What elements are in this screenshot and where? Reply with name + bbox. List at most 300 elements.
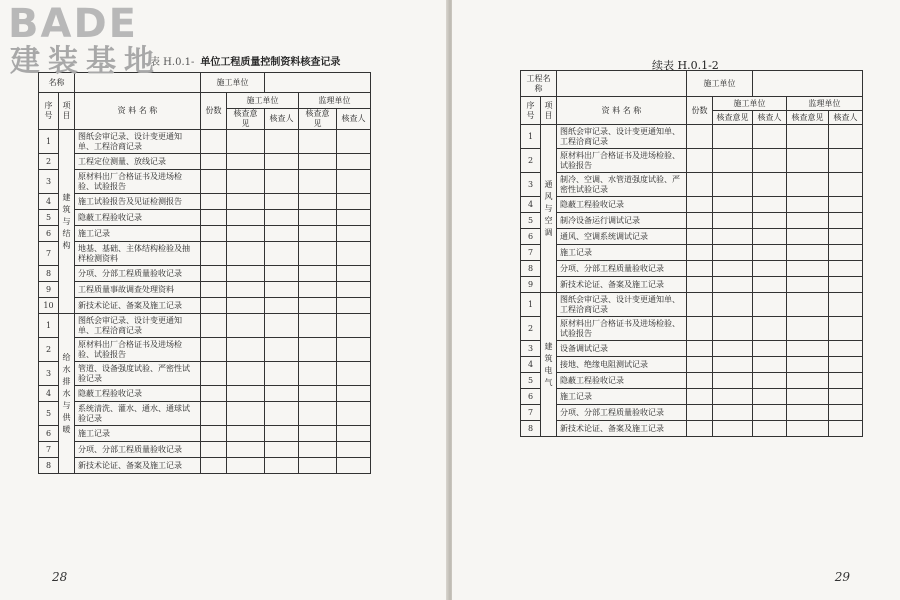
contractor-checker-cell[interactable] bbox=[265, 194, 299, 210]
document-name: 新技术论证、备案及施工记录 bbox=[75, 298, 201, 314]
contractor-checker-cell[interactable] bbox=[753, 197, 787, 213]
supervisor-checker-cell[interactable] bbox=[337, 386, 371, 402]
table-row bbox=[39, 226, 371, 242]
table-row bbox=[39, 442, 371, 458]
supervisor-checker-cell[interactable] bbox=[337, 210, 371, 226]
table-row bbox=[521, 149, 863, 173]
copies-cell[interactable] bbox=[687, 421, 713, 437]
supervisor-checker-cell[interactable] bbox=[337, 130, 371, 154]
contractor-opinion-cell[interactable] bbox=[713, 173, 753, 197]
row-number: 6 bbox=[521, 229, 541, 245]
header-item: 项目 bbox=[59, 93, 75, 130]
table-caption-prefix: 表 H.0.1- bbox=[150, 57, 195, 68]
contractor-checker-cell[interactable] bbox=[753, 341, 787, 357]
row-number: 1 bbox=[39, 130, 59, 154]
group-label-text: 建筑电气 bbox=[544, 341, 553, 387]
document-name: 制冷设备运行调试记录 bbox=[557, 213, 687, 229]
document-name: 原材料出厂合格证书及进场检验、试验报告 bbox=[75, 338, 201, 362]
contractor-checker-cell[interactable] bbox=[753, 229, 787, 245]
row-number: 6 bbox=[39, 226, 59, 242]
document-name: 隐蔽工程验收记录 bbox=[557, 197, 687, 213]
supervisor-opinion-cell[interactable] bbox=[299, 226, 337, 242]
supervisor-checker-cell[interactable] bbox=[829, 341, 863, 357]
table-body-right bbox=[521, 71, 863, 437]
supervisor-checker-cell[interactable] bbox=[829, 229, 863, 245]
supervisor-checker-cell[interactable] bbox=[337, 194, 371, 210]
row-number: 1 bbox=[521, 125, 541, 149]
group-label bbox=[541, 125, 557, 293]
copies-cell[interactable] bbox=[687, 357, 713, 373]
row-number: 4 bbox=[39, 386, 59, 402]
contractor-opinion-cell[interactable] bbox=[713, 405, 753, 421]
quality-control-table-right bbox=[520, 70, 863, 437]
header-name: 资 料 名 称 bbox=[557, 97, 687, 125]
document-name: 施工记录 bbox=[557, 389, 687, 405]
header-checker-supervisor: 核查人 bbox=[337, 109, 371, 130]
supervisor-checker-cell[interactable] bbox=[337, 442, 371, 458]
group-label-text: 通风与空调 bbox=[544, 179, 553, 237]
header-contractor: 施工单位 bbox=[227, 93, 299, 109]
row-number: 10 bbox=[39, 298, 59, 314]
document-name: 系统清洗、灌水、通水、通球试验记录 bbox=[75, 402, 201, 426]
copies-cell[interactable] bbox=[687, 317, 713, 341]
contractor-label: 施工单位 bbox=[201, 73, 265, 93]
row-number: 9 bbox=[521, 277, 541, 293]
row-number: 1 bbox=[39, 314, 59, 338]
contractor-opinion-cell[interactable] bbox=[713, 125, 753, 149]
supervisor-checker-cell[interactable] bbox=[337, 338, 371, 362]
copies-cell[interactable] bbox=[687, 277, 713, 293]
header-copies: 份数 bbox=[201, 93, 227, 130]
row-number: 9 bbox=[39, 282, 59, 298]
header-supervisor: 监理单位 bbox=[787, 97, 863, 111]
contractor-checker-cell[interactable] bbox=[753, 125, 787, 149]
copies-cell[interactable] bbox=[201, 242, 227, 266]
supervisor-opinion-cell[interactable] bbox=[299, 458, 337, 474]
contractor-opinion-cell[interactable] bbox=[713, 197, 753, 213]
contractor-checker-cell[interactable] bbox=[753, 245, 787, 261]
group-label bbox=[59, 314, 75, 474]
contractor-opinion-cell[interactable] bbox=[227, 298, 265, 314]
table-row bbox=[521, 213, 863, 229]
supervisor-opinion-cell[interactable] bbox=[299, 386, 337, 402]
table-row bbox=[39, 426, 371, 442]
copies-cell[interactable] bbox=[201, 226, 227, 242]
copies-cell[interactable] bbox=[201, 210, 227, 226]
header-seq: 序号 bbox=[521, 97, 541, 125]
supervisor-checker-cell[interactable] bbox=[829, 149, 863, 173]
copies-cell[interactable] bbox=[201, 314, 227, 338]
contractor-checker-cell[interactable] bbox=[265, 130, 299, 154]
contractor-checker-cell[interactable] bbox=[265, 242, 299, 266]
contractor-opinion-cell[interactable] bbox=[227, 242, 265, 266]
row-number: 2 bbox=[39, 154, 59, 170]
supervisor-opinion-cell[interactable] bbox=[787, 405, 829, 421]
supervisor-checker-cell[interactable] bbox=[337, 266, 371, 282]
header-opinion: 核查意见 bbox=[227, 109, 265, 130]
copies-cell[interactable] bbox=[687, 261, 713, 277]
contractor-opinion-cell[interactable] bbox=[227, 458, 265, 474]
supervisor-checker-cell[interactable] bbox=[337, 282, 371, 298]
contractor-value bbox=[753, 71, 863, 97]
contractor-opinion-cell[interactable] bbox=[227, 266, 265, 282]
contractor-opinion-cell[interactable] bbox=[713, 245, 753, 261]
contractor-opinion-cell[interactable] bbox=[227, 338, 265, 362]
contractor-checker-cell[interactable] bbox=[753, 421, 787, 437]
header-seq: 序号 bbox=[39, 93, 59, 130]
header-supervisor: 监理单位 bbox=[299, 93, 371, 109]
document-name: 工程定位测量、放线记录 bbox=[75, 154, 201, 170]
contractor-checker-cell[interactable] bbox=[753, 277, 787, 293]
supervisor-opinion-cell[interactable] bbox=[299, 282, 337, 298]
copies-cell[interactable] bbox=[201, 170, 227, 194]
supervisor-checker-cell[interactable] bbox=[829, 373, 863, 389]
contractor-opinion-cell[interactable] bbox=[227, 426, 265, 442]
contractor-checker-cell[interactable] bbox=[753, 149, 787, 173]
document-name: 隐蔽工程验收记录 bbox=[75, 386, 201, 402]
row-number: 7 bbox=[521, 245, 541, 261]
table-row bbox=[521, 389, 863, 405]
row-number: 3 bbox=[521, 341, 541, 357]
supervisor-opinion-cell[interactable] bbox=[787, 125, 829, 149]
supervisor-opinion-cell[interactable] bbox=[787, 277, 829, 293]
copies-cell[interactable] bbox=[201, 298, 227, 314]
row-number: 5 bbox=[521, 213, 541, 229]
header-copies: 份数 bbox=[687, 97, 713, 125]
supervisor-checker-cell[interactable] bbox=[337, 242, 371, 266]
supervisor-opinion-cell[interactable] bbox=[787, 389, 829, 405]
contractor-opinion-cell[interactable] bbox=[713, 277, 753, 293]
document-name: 施工记录 bbox=[75, 426, 201, 442]
contractor-opinion-cell[interactable] bbox=[227, 442, 265, 458]
table-row bbox=[39, 154, 371, 170]
contractor-opinion-cell[interactable] bbox=[227, 282, 265, 298]
supervisor-checker-cell[interactable] bbox=[337, 170, 371, 194]
row-number: 5 bbox=[39, 210, 59, 226]
contractor-checker-cell[interactable] bbox=[265, 386, 299, 402]
table-row bbox=[39, 314, 371, 338]
document-name: 地基、基础、主体结构检验及抽样检测资料 bbox=[75, 242, 201, 266]
page-number: 29 bbox=[834, 570, 850, 584]
row-number: 4 bbox=[521, 197, 541, 213]
contractor-checker-cell[interactable] bbox=[753, 373, 787, 389]
supervisor-checker-cell[interactable] bbox=[829, 197, 863, 213]
table-row bbox=[39, 282, 371, 298]
document-name: 施工记录 bbox=[557, 245, 687, 261]
document-name: 分项、分部工程质量验收记录 bbox=[75, 442, 201, 458]
copies-cell[interactable] bbox=[201, 338, 227, 362]
group-label bbox=[59, 130, 75, 314]
supervisor-opinion-cell[interactable] bbox=[787, 245, 829, 261]
table-row bbox=[521, 245, 863, 261]
supervisor-checker-cell[interactable] bbox=[337, 154, 371, 170]
left-page bbox=[0, 0, 448, 600]
table-row bbox=[521, 341, 863, 357]
document-name: 隐蔽工程验收记录 bbox=[75, 210, 201, 226]
contractor-opinion-cell[interactable] bbox=[227, 170, 265, 194]
header-checker: 核查人 bbox=[265, 109, 299, 130]
contractor-checker-cell[interactable] bbox=[753, 317, 787, 341]
supervisor-opinion-cell[interactable] bbox=[299, 170, 337, 194]
supervisor-checker-cell[interactable] bbox=[829, 293, 863, 317]
supervisor-checker-cell[interactable] bbox=[829, 405, 863, 421]
table-row bbox=[39, 298, 371, 314]
contractor-checker-cell[interactable] bbox=[265, 402, 299, 426]
row-number: 3 bbox=[39, 170, 59, 194]
contractor-opinion-cell[interactable] bbox=[713, 229, 753, 245]
contractor-checker-cell[interactable] bbox=[265, 170, 299, 194]
row-number: 8 bbox=[521, 421, 541, 437]
table-row bbox=[521, 261, 863, 277]
supervisor-opinion-cell[interactable] bbox=[299, 210, 337, 226]
supervisor-opinion-cell[interactable] bbox=[299, 338, 337, 362]
copies-cell[interactable] bbox=[201, 266, 227, 282]
contractor-checker-cell[interactable] bbox=[265, 314, 299, 338]
supervisor-checker-cell[interactable] bbox=[337, 402, 371, 426]
supervisor-checker-cell[interactable] bbox=[829, 173, 863, 197]
right-page bbox=[452, 0, 900, 600]
supervisor-checker-cell[interactable] bbox=[337, 226, 371, 242]
contractor-opinion-cell[interactable] bbox=[713, 421, 753, 437]
contractor-checker-cell[interactable] bbox=[265, 362, 299, 386]
header-item: 项目 bbox=[541, 97, 557, 125]
table-row bbox=[521, 197, 863, 213]
copies-cell[interactable] bbox=[201, 402, 227, 426]
contractor-opinion-cell[interactable] bbox=[227, 362, 265, 386]
copies-cell[interactable] bbox=[687, 373, 713, 389]
supervisor-opinion-cell[interactable] bbox=[787, 149, 829, 173]
supervisor-checker-cell[interactable] bbox=[337, 362, 371, 386]
contractor-checker-cell[interactable] bbox=[753, 405, 787, 421]
document-name: 分项、分部工程质量验收记录 bbox=[75, 266, 201, 282]
document-name: 制冷、空调、水管道强度试验、严密性试验记录 bbox=[557, 173, 687, 197]
document-name: 新技术论证、备案及施工记录 bbox=[557, 277, 687, 293]
copies-cell[interactable] bbox=[687, 197, 713, 213]
header-name: 资 料 名 称 bbox=[75, 93, 201, 130]
contractor-opinion-cell[interactable] bbox=[227, 386, 265, 402]
document-name: 图纸会审记录、设计变更通知单、工程洽商记录 bbox=[557, 125, 687, 149]
contractor-checker-cell[interactable] bbox=[265, 210, 299, 226]
contractor-checker-cell[interactable] bbox=[265, 298, 299, 314]
supervisor-checker-cell[interactable] bbox=[829, 421, 863, 437]
table-row bbox=[39, 402, 371, 426]
contractor-checker-cell[interactable] bbox=[265, 154, 299, 170]
contractor-checker-cell[interactable] bbox=[265, 458, 299, 474]
supervisor-opinion-cell[interactable] bbox=[787, 173, 829, 197]
project-name-label: 名称 bbox=[39, 73, 75, 93]
row-number: 4 bbox=[521, 357, 541, 373]
copies-cell[interactable] bbox=[201, 458, 227, 474]
contractor-checker-cell[interactable] bbox=[265, 226, 299, 242]
row-number: 2 bbox=[521, 317, 541, 341]
supervisor-checker-cell[interactable] bbox=[337, 458, 371, 474]
page-number: 28 bbox=[52, 570, 68, 584]
copies-cell[interactable] bbox=[687, 293, 713, 317]
supervisor-checker-cell[interactable] bbox=[829, 317, 863, 341]
header-checker-supervisor: 核查人 bbox=[829, 111, 863, 125]
supervisor-checker-cell[interactable] bbox=[829, 261, 863, 277]
contractor-checker-cell[interactable] bbox=[753, 213, 787, 229]
row-number: 8 bbox=[39, 458, 59, 474]
contractor-opinion-cell[interactable] bbox=[713, 293, 753, 317]
supervisor-opinion-cell[interactable] bbox=[787, 341, 829, 357]
contractor-opinion-cell[interactable] bbox=[713, 261, 753, 277]
supervisor-opinion-cell[interactable] bbox=[787, 357, 829, 373]
table-row bbox=[39, 338, 371, 362]
header-opinion-supervisor: 核查意见 bbox=[787, 111, 829, 125]
copies-cell[interactable] bbox=[201, 154, 227, 170]
contractor-checker-cell[interactable] bbox=[753, 357, 787, 373]
row-number: 7 bbox=[521, 405, 541, 421]
document-name: 图纸会审记录、设计变更通知单、工程洽商记录 bbox=[75, 314, 201, 338]
supervisor-opinion-cell[interactable] bbox=[787, 229, 829, 245]
group-label bbox=[541, 293, 557, 437]
contractor-checker-cell[interactable] bbox=[753, 293, 787, 317]
contractor-checker-cell[interactable] bbox=[265, 266, 299, 282]
contractor-opinion-cell[interactable] bbox=[713, 317, 753, 341]
row-number: 3 bbox=[39, 362, 59, 386]
supervisor-opinion-cell[interactable] bbox=[787, 373, 829, 389]
supervisor-opinion-cell[interactable] bbox=[299, 402, 337, 426]
row-number: 6 bbox=[39, 426, 59, 442]
supervisor-opinion-cell[interactable] bbox=[787, 293, 829, 317]
supervisor-opinion-cell[interactable] bbox=[787, 197, 829, 213]
row-number: 2 bbox=[521, 149, 541, 173]
contractor-opinion-cell[interactable] bbox=[227, 130, 265, 154]
table-row bbox=[521, 173, 863, 197]
document-name: 图纸会审记录、设计变更通知单、工程洽商记录 bbox=[75, 130, 201, 154]
supervisor-checker-cell[interactable] bbox=[829, 357, 863, 373]
table-row bbox=[39, 266, 371, 282]
document-name: 施工记录 bbox=[75, 226, 201, 242]
contractor-label: 施工单位 bbox=[687, 71, 753, 97]
document-name: 接地、绝缘电阻测试记录 bbox=[557, 357, 687, 373]
copies-cell[interactable] bbox=[687, 229, 713, 245]
contractor-opinion-cell[interactable] bbox=[713, 149, 753, 173]
supervisor-opinion-cell[interactable] bbox=[299, 242, 337, 266]
supervisor-opinion-cell[interactable] bbox=[299, 362, 337, 386]
logo-text-cn: 建装基地 bbox=[10, 44, 162, 79]
copies-cell[interactable] bbox=[687, 389, 713, 405]
supervisor-opinion-cell[interactable] bbox=[299, 298, 337, 314]
document-name: 通风、空调系统调试记录 bbox=[557, 229, 687, 245]
copies-cell[interactable] bbox=[201, 362, 227, 386]
supervisor-opinion-cell[interactable] bbox=[787, 213, 829, 229]
supervisor-opinion-cell[interactable] bbox=[299, 426, 337, 442]
table-row bbox=[521, 229, 863, 245]
copies-cell[interactable] bbox=[201, 386, 227, 402]
copies-cell[interactable] bbox=[687, 405, 713, 421]
copies-cell[interactable] bbox=[201, 130, 227, 154]
document-name: 工程质量事故调查处理资料 bbox=[75, 282, 201, 298]
contractor-checker-cell[interactable] bbox=[265, 338, 299, 362]
contractor-opinion-cell[interactable] bbox=[713, 213, 753, 229]
contractor-opinion-cell[interactable] bbox=[713, 373, 753, 389]
table-row bbox=[39, 130, 371, 154]
supervisor-opinion-cell[interactable] bbox=[299, 194, 337, 210]
supervisor-opinion-cell[interactable] bbox=[299, 266, 337, 282]
contractor-opinion-cell[interactable] bbox=[713, 341, 753, 357]
table-caption-title: 单位工程质量控制资料核查记录 bbox=[200, 57, 341, 68]
table-row bbox=[39, 386, 371, 402]
table-caption bbox=[150, 53, 340, 68]
row-number: 7 bbox=[39, 442, 59, 458]
supervisor-opinion-cell[interactable] bbox=[787, 261, 829, 277]
table-row bbox=[521, 373, 863, 389]
supervisor-checker-cell[interactable] bbox=[337, 298, 371, 314]
supervisor-opinion-cell[interactable] bbox=[787, 421, 829, 437]
supervisor-checker-cell[interactable] bbox=[829, 389, 863, 405]
document-name: 图纸会审记录、设计变更通知单、工程洽商记录 bbox=[557, 293, 687, 317]
contractor-checker-cell[interactable] bbox=[265, 442, 299, 458]
supervisor-checker-cell[interactable] bbox=[829, 277, 863, 293]
copies-cell[interactable] bbox=[687, 173, 713, 197]
copies-cell[interactable] bbox=[687, 341, 713, 357]
row-number: 5 bbox=[521, 373, 541, 389]
contractor-checker-cell[interactable] bbox=[753, 389, 787, 405]
copies-cell[interactable] bbox=[201, 426, 227, 442]
supervisor-checker-cell[interactable] bbox=[829, 213, 863, 229]
logo-text-en: BADE bbox=[8, 1, 138, 47]
contractor-checker-cell[interactable] bbox=[753, 173, 787, 197]
copies-cell[interactable] bbox=[201, 194, 227, 210]
group-label-text: 给水排水与供暖 bbox=[62, 352, 71, 434]
contractor-checker-cell[interactable] bbox=[265, 426, 299, 442]
contractor-value bbox=[265, 73, 371, 93]
contractor-opinion-cell[interactable] bbox=[713, 357, 753, 373]
table-body-left bbox=[39, 73, 371, 474]
supervisor-checker-cell[interactable] bbox=[829, 125, 863, 149]
project-name-value bbox=[557, 71, 687, 97]
supervisor-opinion-cell[interactable] bbox=[787, 317, 829, 341]
supervisor-checker-cell[interactable] bbox=[829, 245, 863, 261]
document-name: 分项、分部工程质量验收记录 bbox=[557, 405, 687, 421]
document-name: 原材料出厂合格证书及进场检验、试验报告 bbox=[557, 149, 687, 173]
copies-cell[interactable] bbox=[687, 213, 713, 229]
contractor-opinion-cell[interactable] bbox=[227, 402, 265, 426]
document-name: 隐蔽工程验收记录 bbox=[557, 373, 687, 389]
table-row bbox=[521, 421, 863, 437]
contractor-checker-cell[interactable] bbox=[265, 282, 299, 298]
supervisor-opinion-cell[interactable] bbox=[299, 314, 337, 338]
contractor-opinion-cell[interactable] bbox=[227, 194, 265, 210]
contractor-opinion-cell[interactable] bbox=[227, 226, 265, 242]
contractor-opinion-cell[interactable] bbox=[227, 314, 265, 338]
table-row bbox=[39, 194, 371, 210]
supervisor-opinion-cell[interactable] bbox=[299, 154, 337, 170]
copies-cell[interactable] bbox=[687, 125, 713, 149]
contractor-opinion-cell[interactable] bbox=[227, 210, 265, 226]
header-checker: 核查人 bbox=[753, 111, 787, 125]
supervisor-opinion-cell[interactable] bbox=[299, 442, 337, 458]
document-name: 原材料出厂合格证书及进场检验、试验报告 bbox=[557, 317, 687, 341]
copies-cell[interactable] bbox=[201, 282, 227, 298]
copies-cell[interactable] bbox=[687, 245, 713, 261]
contractor-opinion-cell[interactable] bbox=[227, 154, 265, 170]
brand-watermark-logo bbox=[8, 1, 178, 80]
table-row bbox=[521, 405, 863, 421]
table-row bbox=[521, 317, 863, 341]
copies-cell[interactable] bbox=[687, 149, 713, 173]
contractor-checker-cell[interactable] bbox=[753, 261, 787, 277]
supervisor-checker-cell[interactable] bbox=[337, 314, 371, 338]
row-number: 5 bbox=[39, 402, 59, 426]
contractor-opinion-cell[interactable] bbox=[713, 389, 753, 405]
copies-cell[interactable] bbox=[201, 442, 227, 458]
table-row bbox=[521, 277, 863, 293]
supervisor-checker-cell[interactable] bbox=[337, 426, 371, 442]
supervisor-opinion-cell[interactable] bbox=[299, 130, 337, 154]
